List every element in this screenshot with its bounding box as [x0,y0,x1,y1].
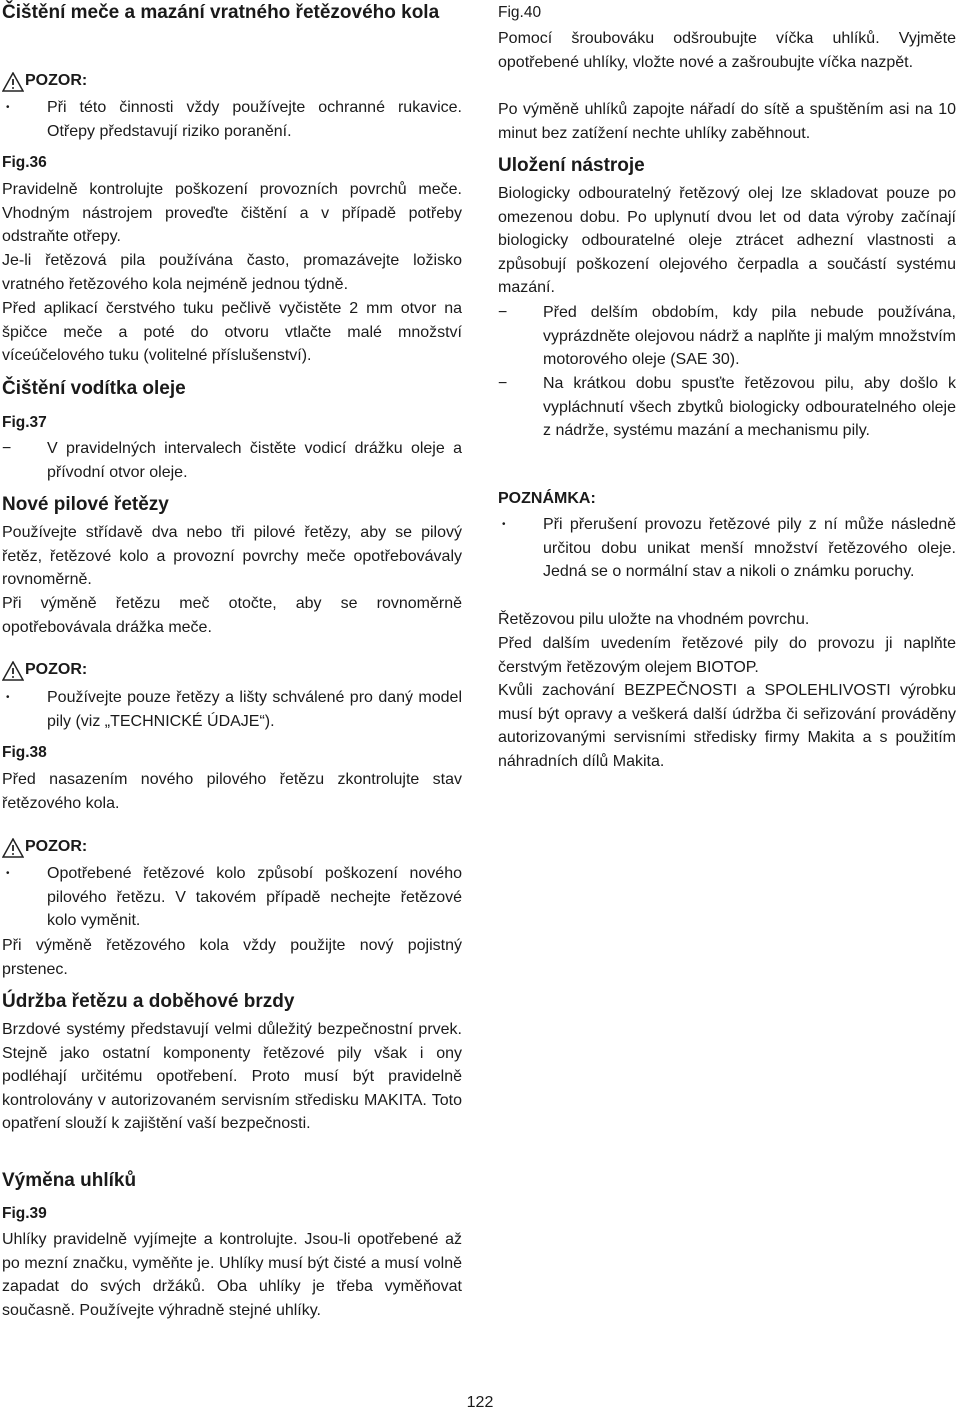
section-heading: Údržba řetězu a doběhové brzdy [2,991,295,1012]
section-title-bar-cleaning [2,0,462,26]
paragraph: Při výměně řetězu meč otočte, aby se rovnoměrně opotřebovávala drážka meče. [2,595,462,636]
page-number: 122 [466,1394,494,1411]
paragraph: Brzdové systémy představují velmi důležitý bezpečnostní prvek. Stejně jako ostatní komponenty řetězové pily však i ony podléhají určitému opotřebení. Proto musí být pravidelně kontrolovány v autorizovaném servisním středisku MAKITA. Toto opatření slouží k zajištění vaší bezpečnosti. [2,1021,462,1132]
caution-item: • Opotřebené řetězové kolo způsobí poškození nového pilového řetězu. V takovém případě nechejte řetězové kolo vyměnit. [6,865,462,929]
figure-reference: Fig.39 [2,1205,47,1222]
warning-triangle-icon [2,838,24,858]
paragraph: Před nasazením nového pilového řetězu zkontrolujte stav řetězového kola. [2,771,462,812]
section-heading: Čištění vodítka oleje [2,378,186,399]
dash-item: − V pravidelných intervalech čistěte vodicí drážku oleje a přívodní otvor oleje. [2,440,462,481]
paragraph: Při výměně řetězového kola vždy použijte nový pojistný prstenec. [2,937,462,978]
paragraph: Používejte střídavě dva nebo tři pilové řetězy, aby se pilový řetěz, řetězové kolo a provozní povrchy meče opotřebovávaly rovnoměrně. [2,524,462,588]
paragraph: Před aplikací čerstvého tuku pečlivě vyčistěte 2 mm otvor na špičce meče a poté do otvoru vtlačte malé množství víceúčelového tuku (volitelné příslušenství). [2,300,462,364]
note-label: POZNÁMKA: [498,490,596,507]
section-heading: Uložení nástroje [498,155,645,176]
paragraph: Po výměně uhlíků zapojte nářadí do sítě a spuštěním asi na 10 minut bez zatížení nechte uhlíky zaběhnout. [498,101,956,142]
warning-triangle-icon [2,661,24,681]
paragraph: Pravidelně kontrolujte poškození provozních povrchů meče. Vhodným nástrojem proveďte čištění a v případě potřeby odstraňte otřepy. [2,181,462,245]
figure-reference: Fig.40 [498,4,542,21]
caution-label: POZOR: [2,70,462,92]
warning-triangle-icon [2,72,24,92]
caution-label: POZOR: [2,836,462,858]
section-heading: Čištění meče a mazání vratného řetězového kola [2,2,440,23]
dash-item: − Před delším obdobím, kdy pila nebude používána, vyprázdněte olejovou nádrž a naplňte ji malým množstvím motorového oleje (SAE 30). [498,304,956,368]
figure-reference: Fig.36 [2,154,47,171]
paragraph: Uhlíky pravidelně vyjímejte a kontrolujte. Jsou-li opotřebené až po mezní značku, vyměňte je. Uhlíky musí být čisté a musí volně zapadat do svých držáků. Oba uhlíky je třeba vyměňovat současně. Používejte výhradně stejné uhlíky. [2,1231,462,1319]
paragraph: Biologicky odbouratelný řetězový olej lze skladovat pouze po omezenou dobu. Po uplynutí dvou let od data výroby začínají biologicky odbouratelné oleje ztrácet adhezní vlastnosti a způsobují poškození olejového čerpadla a součástí systému mazání. [498,185,956,296]
section-heading: Výměna uhlíků [2,1170,137,1191]
paragraph: Kvůli zachování BEZPEČNOSTI a SPOLEHLIVOSTI výrobku musí být opravy a veškerá další údržba či seřizování prováděny autorizovanými servisními středisky firmy Makita a s použitím náhradních dílů Makita. [498,682,956,770]
figure-reference: Fig.38 [2,744,47,761]
section-heading: Nové pilové řetězy [2,494,169,515]
caution-item: • Při této činnosti vždy používejte ochranné rukavice. Otřepy představují riziko poranění. [6,99,462,140]
paragraph: Pomocí šroubováku odšroubujte víčka uhlíků. Vyjměte opotřebené uhlíky, vložte nové a zašroubujte víčka nazpět. [498,30,956,71]
caution-label: POZOR: [2,659,462,681]
caution-item: • Používejte pouze řetězy a lišty schválené pro daný model pily (viz „TECHNICKÉ ÚDAJE“). [6,689,462,730]
paragraph: Řetězovou pilu uložte na vhodném povrchu. [498,611,810,628]
note-item: • Při přerušení provozu řetězové pily z ní může následně určitou dobu unikat menší množství řetězového oleje. Jedná se o normální stav a nikoli o známku poruchy. [502,516,956,580]
paragraph: Je-li řetězová pila používána často, promazávejte ložisko vratného řetězového kola nejméně jednou týdně. [2,252,462,293]
paragraph: Před dalším uvedením řetězové pily do provozu ji naplňte čerstvým řetězovým olejem BIOTOP. [498,635,956,676]
dash-item: − Na krátkou dobu spusťte řetězovou pilu, aby došlo k vypláchnutí všech zbytků biologicky odbouratelného oleje z nádrže, systému mazání a mechanismu pily. [498,375,956,439]
figure-reference: Fig.37 [2,414,47,431]
